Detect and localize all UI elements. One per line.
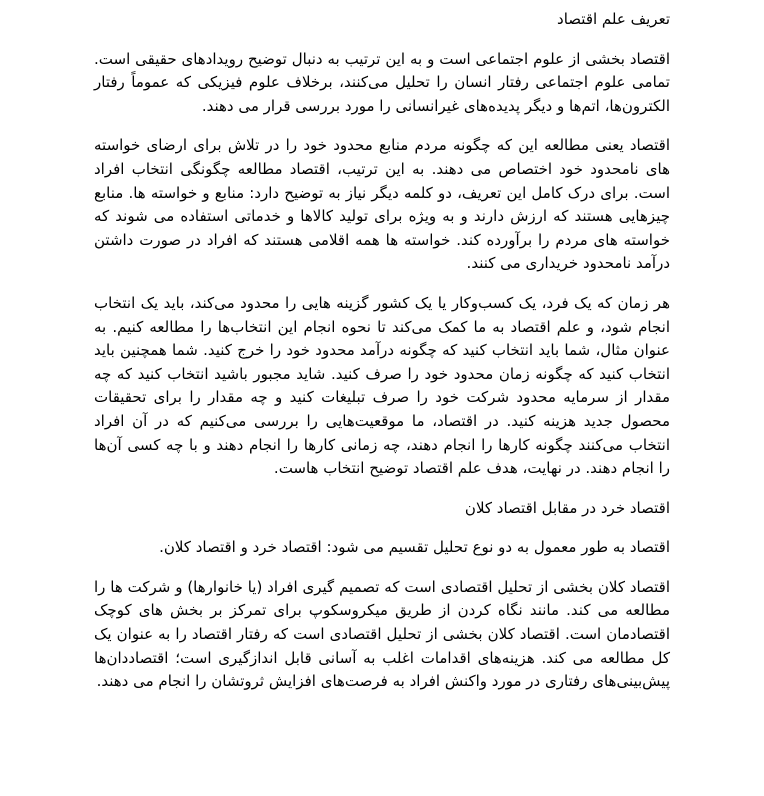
document-title: تعریف علم اقتصاد bbox=[557, 10, 670, 28]
paragraph-micro-macro: اقتصاد به طور معمول به دو نوع تحلیل تقسیم می شود: اقتصاد خرد و اقتصاد کلان. bbox=[159, 538, 670, 557]
paragraph-macro: اقتصاد کلان بخشی از تحلیل اقتصادی است که تصمیم گیری افراد (یا خانوارها) و شرکت ها را مطالعه می کند. مانند نگاه کردن از طریق میکروسکوپ برای تمرکز بر بخش های کوچک اقتصادمان است. اقتصاد کلان بخشی از تحلیل اقتصادی است که رفتار اقتصاد را به عنوان یک کل مطالعه می کند. هزینه‌های اقدامات اغلب به آسانی قابل اندازگیری است؛ اقتصاددان‌ها پیش‌بینی‌های رفتاری در مورد واکنش افراد به فرصت‌های افزایش ثروتشان را انجام می دهند. bbox=[94, 577, 670, 691]
section-subtitle: اقتصاد خرد در مقابل اقتصاد کلان bbox=[464, 498, 670, 517]
paragraph-definition: اقتصاد بخشی از علوم اجتماعی است و به این ترتیب به دنبال توضیح رویدادهای حقیقی است. تمامی علوم اجتماعی رفتار انسان را تحلیل می‌کنند، برخلاف علوم فیزیکی که عموماً رفتار الکترون‌ها، اتم‌ها و دیگر پدیده‌های غیرانسانی را مورد بررسی قرار می دهند. bbox=[94, 49, 670, 115]
paragraph-choices: هر زمان که یک فرد، یک کسب‌وکار یا یک کشور گزینه هایی را محدود می‌کند، باید یک انتخاب انجام شود، و علم اقتصاد به ما کمک می‌کند تا نحوه انجام این انتخاب‌ها را مطالعه کنیم. به عنوان مثال، شما باید انتخاب کنید که چگونه درآمد محدود خود را خرج کنید. شما همچنین باید انتخاب کنید که چگونه زمان محدود خود را صرف کنید. شاید مجبور باشید انتخاب کنید که چه مقدار از سرمایه محدود شرکت خود را صرف تبلیغات کنید و چه مقدار را برای تحقیقات محصول جدید هزینه کنید. در اقتصاد، ما موقعیت‌هایی را بررسی می‌کنیم که در آن افراد انتخاب می‌کنند چگونه کارها را انجام دهند، چه زمانی کارها را انجام دهند و با چه کسی آن‌ها را انجام دهند. در نهایت، هدف علم اقتصاد توضیح انتخاب هاست. bbox=[94, 293, 670, 478]
paragraph-resources: اقتصاد یعنی مطالعه این که چگونه مردم منابع محدود خود را در تلاش برای ارضای خواسته های نامحدود خود اختصاص می دهند. به این ترتیب، اقتصاد مطالعه چگونگی انتخاب افراد است. برای درک کامل این تعریف، دو کلمه دیگر نیاز به توضیح دارد: منابع و خواسته ها. منابع چیزهایی هستند که ارزش دارند و به ویژه برای تولید کالاها و خدماتی استفاده می شوند که خواسته های مردم را برآورده کند. خواسته ها همه اقلامی هستند که افراد در صورت داشتن درآمد نامحدود خریداری می کنند. bbox=[94, 136, 670, 273]
